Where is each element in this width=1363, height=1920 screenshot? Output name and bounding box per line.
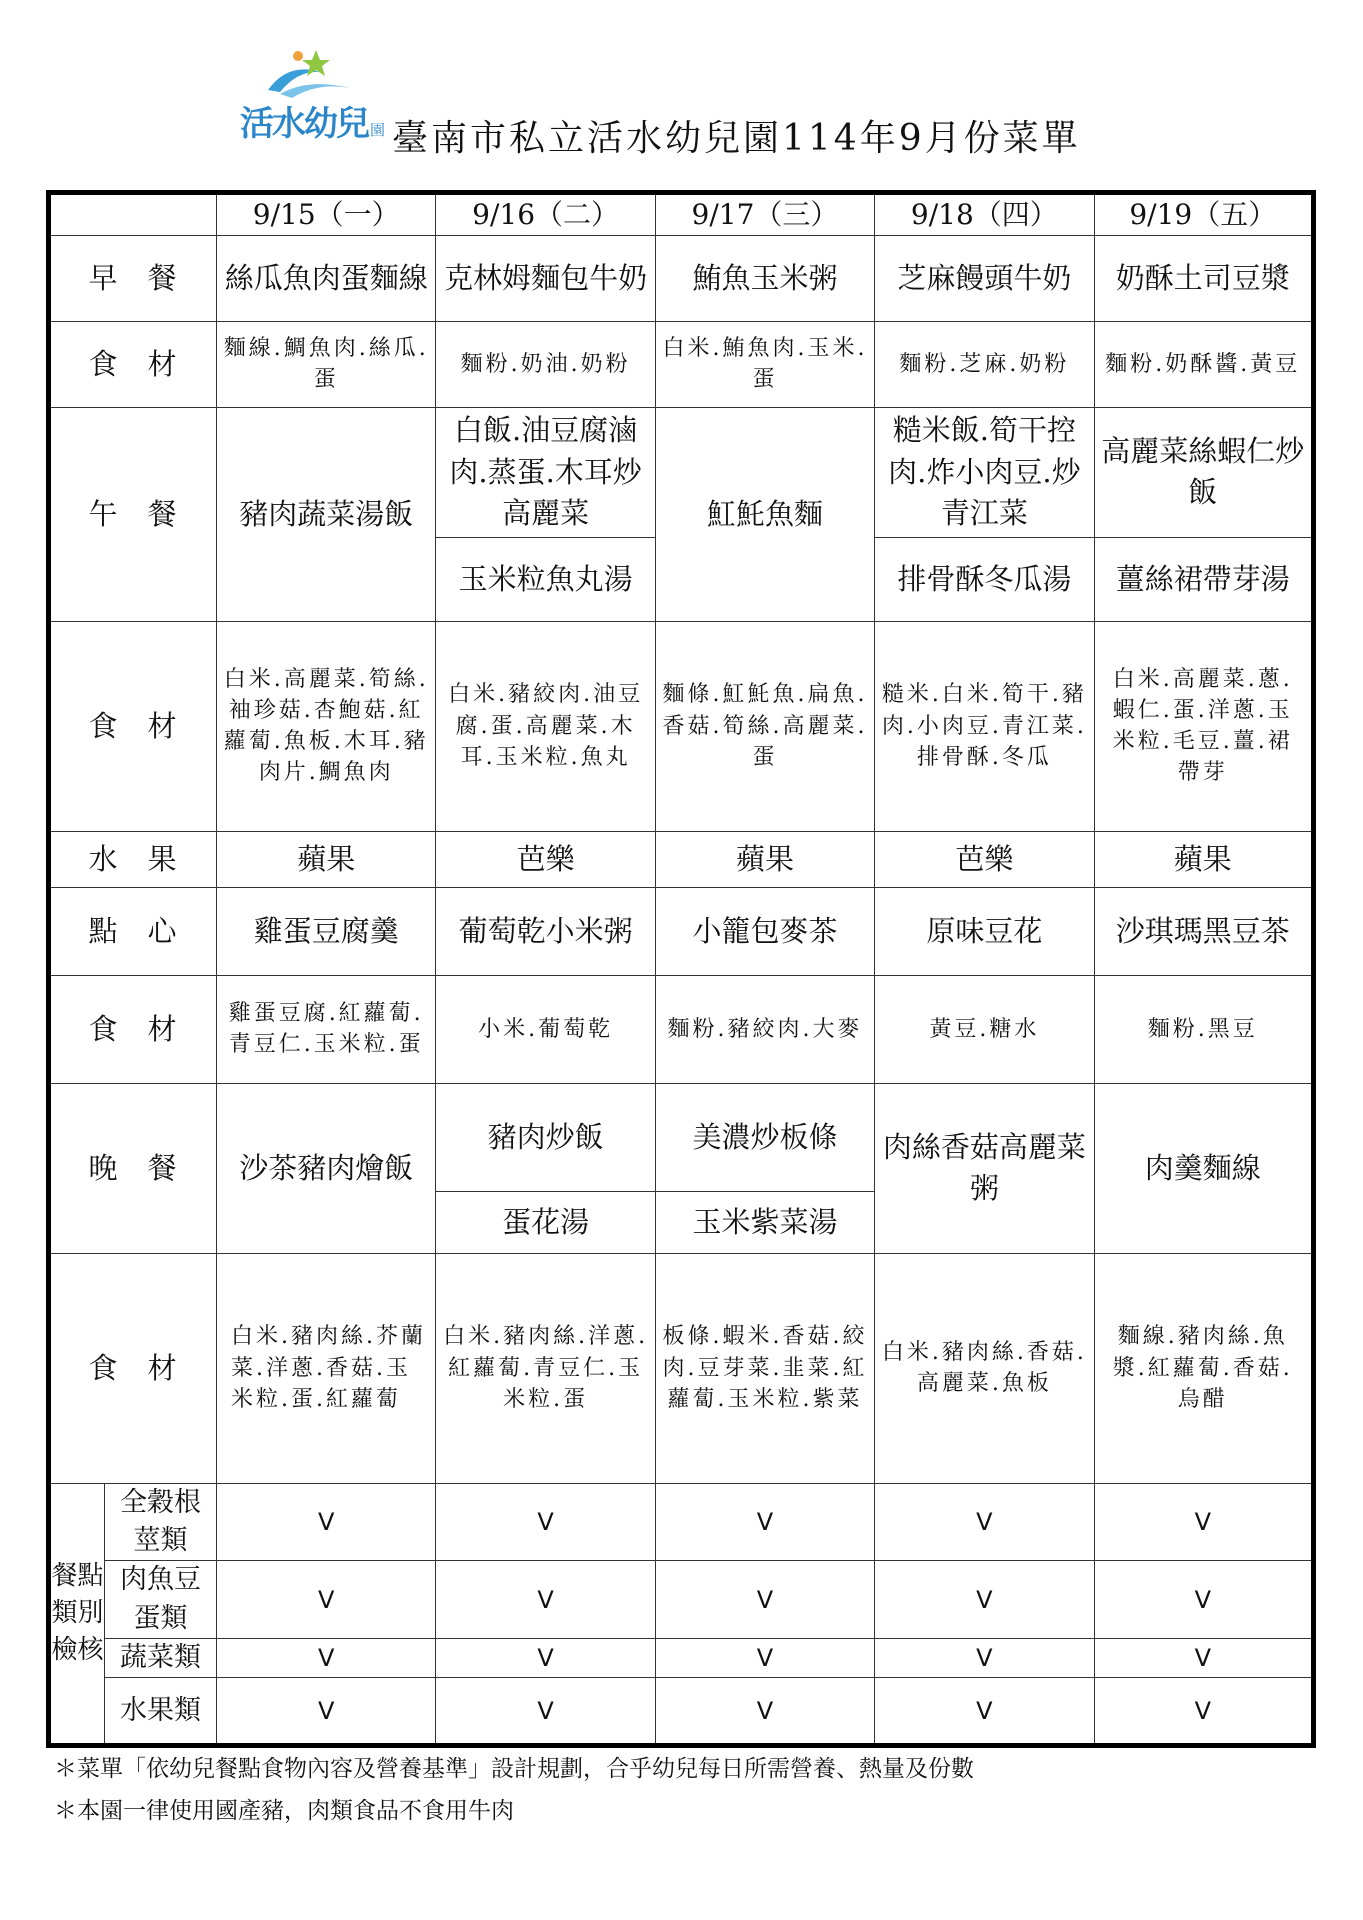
ingredients-cell: 雞蛋豆腐.紅蘿蔔.青豆仁.玉米粒.蛋 bbox=[217, 975, 436, 1083]
check-mark: V bbox=[436, 1678, 655, 1746]
check-mark: V bbox=[875, 1639, 1094, 1678]
corner-cell bbox=[49, 193, 217, 236]
fruit-cell: 芭樂 bbox=[875, 831, 1094, 887]
lunch-ingredients-row bbox=[49, 621, 1314, 831]
logo-wave-icon bbox=[258, 48, 358, 100]
check-mark: V bbox=[1094, 1639, 1313, 1678]
category-veg: 蔬菜類 bbox=[105, 1639, 217, 1678]
row-label-ingredients: 食材 bbox=[49, 621, 217, 831]
row-label-dinner: 晚餐 bbox=[49, 1083, 217, 1253]
ingredients-cell: 板條.蝦米.香菇.絞肉.豆芽菜.韭菜.紅蘿蔔.玉米粒.紫菜 bbox=[655, 1253, 874, 1483]
row-label-fruit: 水果 bbox=[49, 831, 217, 887]
snack-item: 沙琪瑪黑豆茶 bbox=[1094, 887, 1313, 975]
check-mark: V bbox=[1094, 1483, 1313, 1561]
snack-item: 小籠包麥茶 bbox=[655, 887, 874, 975]
breakfast-meal: 奶酥土司豆漿 bbox=[1094, 235, 1313, 321]
day-header: 9/15（一） bbox=[217, 193, 436, 236]
lunch-meal: 豬肉蔬菜湯飯 bbox=[217, 407, 436, 621]
day-header: 9/17（三） bbox=[655, 193, 874, 236]
ingredients-cell: 麵線.鯛魚肉.絲瓜.蛋 bbox=[217, 321, 436, 407]
menu-table bbox=[46, 190, 1316, 1748]
check-row-fruit bbox=[49, 1678, 1314, 1746]
check-side-label: 餐點類別檢核 bbox=[49, 1483, 105, 1746]
lunch-soup: 玉米粒魚丸湯 bbox=[436, 537, 655, 621]
ingredients-cell: 白米.豬肉絲.香菇.高麗菜.魚板 bbox=[875, 1253, 1094, 1483]
logo-small-text: 園 bbox=[370, 121, 386, 139]
dinner-soup: 玉米紫菜湯 bbox=[655, 1191, 874, 1253]
check-mark: V bbox=[217, 1483, 436, 1561]
check-mark: V bbox=[1094, 1561, 1313, 1639]
lunch-main: 糙米飯.筍干控肉.炸小肉豆.炒青江菜 bbox=[875, 407, 1094, 537]
snack-item: 葡萄乾小米粥 bbox=[436, 887, 655, 975]
fruit-cell: 蘋果 bbox=[655, 831, 874, 887]
check-mark: V bbox=[875, 1678, 1094, 1746]
breakfast-meal: 絲瓜魚肉蛋麵線 bbox=[217, 235, 436, 321]
check-mark: V bbox=[217, 1639, 436, 1678]
snack-row bbox=[49, 887, 1314, 975]
check-mark: V bbox=[655, 1678, 874, 1746]
fruit-row bbox=[49, 831, 1314, 887]
check-mark: V bbox=[436, 1561, 655, 1639]
dinner-meal: 沙茶豬肉燴飯 bbox=[217, 1083, 436, 1253]
row-label-ingredients: 食材 bbox=[49, 975, 217, 1083]
lunch-row bbox=[49, 407, 1314, 537]
category-grains: 全穀根莖類 bbox=[105, 1483, 217, 1561]
check-row-veg bbox=[49, 1639, 1314, 1678]
dinner-main: 美濃炒板條 bbox=[655, 1083, 874, 1191]
row-label-ingredients: 食材 bbox=[49, 321, 217, 407]
ingredients-cell: 麵粉.奶油.奶粉 bbox=[436, 321, 655, 407]
breakfast-ingredients-row bbox=[49, 321, 1314, 407]
check-row-grains bbox=[49, 1483, 1314, 1561]
date-header-row bbox=[49, 193, 1314, 236]
dinner-meal: 肉羹麵線 bbox=[1094, 1083, 1313, 1253]
footnote: ＊菜單「依幼兒餐點食物內容及營養基準」設計規劃，合乎幼兒每日所需營養、熱量及份數 bbox=[54, 1756, 974, 1782]
lunch-meal: 魟魠魚麵 bbox=[655, 407, 874, 621]
breakfast-row bbox=[49, 235, 1314, 321]
breakfast-meal: 鮪魚玉米粥 bbox=[655, 235, 874, 321]
ingredients-cell: 麵粉.奶酥醬.黃豆 bbox=[1094, 321, 1313, 407]
category-fruit: 水果類 bbox=[105, 1678, 217, 1746]
ingredients-cell: 麵條.魟魠魚.扁魚.香菇.筍絲.高麗菜.蛋 bbox=[655, 621, 874, 831]
breakfast-meal: 克林姆麵包牛奶 bbox=[436, 235, 655, 321]
ingredients-cell: 黃豆.糖水 bbox=[875, 975, 1094, 1083]
ingredients-cell: 白米.鮪魚肉.玉米.蛋 bbox=[655, 321, 874, 407]
check-mark: V bbox=[875, 1483, 1094, 1561]
ingredients-cell: 白米.豬肉絲.洋蔥. 紅蘿蔔.青豆仁.玉米粒.蛋 bbox=[436, 1253, 655, 1483]
snack-item: 原味豆花 bbox=[875, 887, 1094, 975]
ingredients-cell: 麵粉.黑豆 bbox=[1094, 975, 1313, 1083]
ingredients-cell: 麵粉.豬絞肉.大麥 bbox=[655, 975, 874, 1083]
footnote: ＊本園一律使用國產豬，肉類食品不食用牛肉 bbox=[54, 1798, 514, 1824]
ingredients-cell: 白米.高麗菜.筍絲.袖珍菇.杏鮑菇.紅蘿蔔.魚板.木耳.豬肉片.鯛魚肉 bbox=[217, 621, 436, 831]
dinner-main: 豬肉炒飯 bbox=[436, 1083, 655, 1191]
check-mark: V bbox=[655, 1483, 874, 1561]
check-mark: V bbox=[436, 1483, 655, 1561]
dinner-meal: 肉絲香菇高麗菜粥 bbox=[875, 1083, 1094, 1253]
ingredients-cell: 糙米.白米.筍干.豬肉.小肉豆.青江菜.排骨酥.冬瓜 bbox=[875, 621, 1094, 831]
ingredients-cell: 白米.豬絞肉.油豆腐.蛋.高麗菜.木耳.玉米粒.魚丸 bbox=[436, 621, 655, 831]
check-mark: V bbox=[875, 1561, 1094, 1639]
category-protein: 肉魚豆蛋類 bbox=[105, 1561, 217, 1639]
snack-item: 雞蛋豆腐羹 bbox=[217, 887, 436, 975]
row-label-snack: 點心 bbox=[49, 887, 217, 975]
footnotes bbox=[54, 1748, 974, 1832]
row-label-ingredients: 食材 bbox=[49, 1253, 217, 1483]
breakfast-meal: 芝麻饅頭牛奶 bbox=[875, 235, 1094, 321]
ingredients-cell: 小米.葡萄乾 bbox=[436, 975, 655, 1083]
logo-text: 活水幼兒 bbox=[240, 104, 368, 144]
ingredients-cell: 麵粉.芝麻.奶粉 bbox=[875, 321, 1094, 407]
fruit-cell: 芭樂 bbox=[436, 831, 655, 887]
check-mark: V bbox=[655, 1561, 874, 1639]
check-mark: V bbox=[217, 1561, 436, 1639]
dinner-ingredients-row bbox=[49, 1253, 1314, 1483]
page-title: 臺南市私立活水幼兒園114年9月份菜單 bbox=[392, 118, 1081, 159]
snack-ingredients-row bbox=[49, 975, 1314, 1083]
row-label-lunch: 午餐 bbox=[49, 407, 217, 621]
day-header: 9/16（二） bbox=[436, 193, 655, 236]
lunch-soup: 排骨酥冬瓜湯 bbox=[875, 537, 1094, 621]
check-row-protein bbox=[49, 1561, 1314, 1639]
row-label-breakfast: 早餐 bbox=[49, 235, 217, 321]
dinner-row bbox=[49, 1083, 1314, 1191]
check-mark: V bbox=[217, 1678, 436, 1746]
check-mark: V bbox=[1094, 1678, 1313, 1746]
ingredients-cell: 白米.高麗菜.蔥.蝦仁.蛋.洋蔥.玉米粒.毛豆.薑.裙帶芽 bbox=[1094, 621, 1313, 831]
check-mark: V bbox=[436, 1639, 655, 1678]
school-logo bbox=[240, 48, 386, 148]
lunch-main: 白飯.油豆腐滷肉.蒸蛋.木耳炒高麗菜 bbox=[436, 407, 655, 537]
day-header: 9/18（四） bbox=[875, 193, 1094, 236]
fruit-cell: 蘋果 bbox=[217, 831, 436, 887]
fruit-cell: 蘋果 bbox=[1094, 831, 1313, 887]
dinner-soup: 蛋花湯 bbox=[436, 1191, 655, 1253]
lunch-soup: 薑絲裙帶芽湯 bbox=[1094, 537, 1313, 621]
ingredients-cell: 麵線.豬肉絲.魚漿.紅蘿蔔.香菇.烏醋 bbox=[1094, 1253, 1313, 1483]
check-mark: V bbox=[655, 1639, 874, 1678]
day-header: 9/19（五） bbox=[1094, 193, 1313, 236]
lunch-main: 高麗菜絲蝦仁炒飯 bbox=[1094, 407, 1313, 537]
ingredients-cell: 白米.豬肉絲.芥蘭菜.洋蔥.香菇.玉米粒.蛋.紅蘿蔔 bbox=[217, 1253, 436, 1483]
page-header bbox=[240, 48, 1140, 158]
